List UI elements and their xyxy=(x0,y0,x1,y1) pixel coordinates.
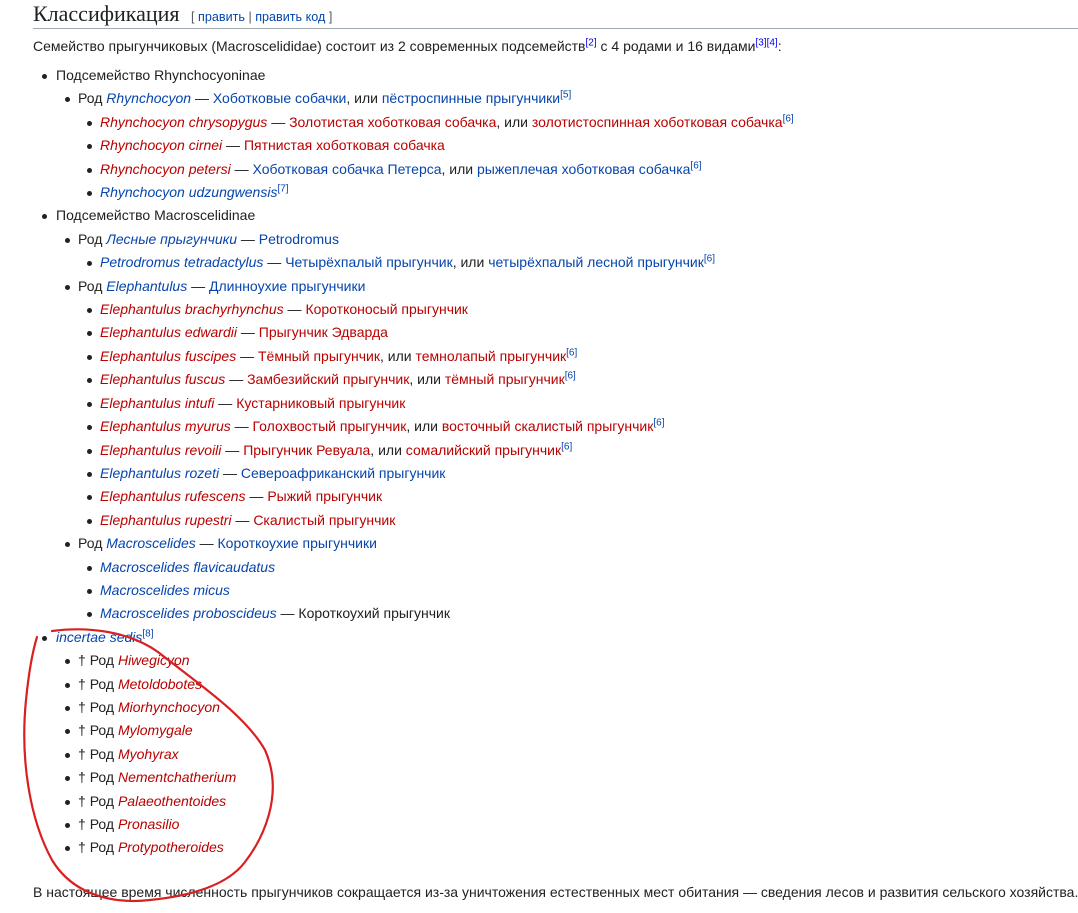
genus-common-name-link[interactable]: Длинноухие прыгунчики xyxy=(209,277,366,294)
species-common-name-link[interactable]: Кустарниковый прыгунчик xyxy=(236,394,406,411)
species-alt-name-link[interactable]: сомалийский прыгунчик xyxy=(405,441,562,458)
extinct-dagger: † xyxy=(78,745,90,762)
closing-paragraph: В настоящее время численность прыгунчиков сокращается из-за уничтожения естественных мест обитания — сведения лесов и развития сельского хозяйства. xyxy=(33,884,1078,900)
species-list xyxy=(78,298,1078,532)
fossil-genus-link[interactable]: Metoldobotes xyxy=(117,675,203,692)
reference-link[interactable]: [2] xyxy=(585,37,597,49)
reference-link[interactable]: [8] xyxy=(142,628,154,640)
fossil-genus-list xyxy=(56,649,1078,860)
species-common-name-link[interactable]: Хоботковая собачка Петерса xyxy=(252,160,442,177)
fossil-genus-link[interactable]: Miorhynchocyon xyxy=(117,698,220,715)
species-alt-name-link[interactable]: темнолапый прыгунчик xyxy=(415,347,567,364)
genus-prefix: Род xyxy=(89,722,118,739)
extinct-dagger: † xyxy=(78,769,90,786)
incertae-sedis-item xyxy=(33,626,1078,860)
species-item: Rhynchocyon petersi — Хоботковая собачка Петерса, или рыжеплечая хоботковая собачка[6] xyxy=(78,158,1078,181)
species-list xyxy=(78,251,1078,274)
fossil-genus-item xyxy=(56,696,1078,719)
reference-link[interactable]: [6] xyxy=(564,370,576,382)
species-link[interactable]: Rhynchocyon udzungwensis xyxy=(100,184,278,201)
extinct-dagger: † xyxy=(78,722,90,739)
genus-link[interactable]: Macroscelides xyxy=(106,535,196,552)
fossil-genus-link[interactable]: Protypotheroides xyxy=(117,839,224,856)
species-common-name-link[interactable]: Замбезийский прыгунчик xyxy=(247,371,410,388)
species-item xyxy=(78,181,1078,204)
intro-paragraph: Семейство прыгунчиковых (Macroscelididae) состоит из 2 современных подсемейств[2] с 4 родами и 16 видами[3][4]: xyxy=(33,37,782,54)
reference-link[interactable]: [6] xyxy=(566,347,578,359)
genus-list xyxy=(56,228,1078,626)
genus-prefix: Род xyxy=(89,816,118,832)
extinct-dagger: † xyxy=(78,839,90,856)
species-alt-name-link[interactable]: золотистоспинная хоботковая собачка xyxy=(531,113,783,130)
genus-link[interactable]: Elephantulus xyxy=(106,277,188,294)
fossil-genus-link[interactable]: Myohyrax xyxy=(117,745,179,762)
species-link[interactable]: Elephantulus fuscipes xyxy=(100,347,237,364)
subfamily-label: Подсемейство Macroscelidinae xyxy=(56,207,256,224)
species-item: Elephantulus rufescens — Рыжий прыгунчик xyxy=(78,485,1078,508)
species-link[interactable]: Macroscelides micus xyxy=(100,581,230,598)
species-common-name-link[interactable]: Коротконосый прыгунчик xyxy=(305,301,468,318)
extinct-dagger: † xyxy=(78,698,90,715)
species-item: Rhynchocyon cirnei — Пятнистая хоботковая собачка xyxy=(78,134,1078,157)
species-link[interactable]: Elephantulus fuscus xyxy=(100,371,226,388)
subfamily-item xyxy=(33,204,1078,625)
species-alt-name-link[interactable]: восточный скалистый прыгунчик xyxy=(441,418,654,435)
species-common-name-link[interactable]: Прыгунчик Эдварда xyxy=(258,324,388,341)
genus-prefix: Род xyxy=(89,698,118,715)
species-link[interactable]: Elephantulus myurus xyxy=(100,418,231,435)
fossil-genus-item xyxy=(56,719,1078,742)
genus-list xyxy=(56,87,1078,204)
incertae-sedis-link[interactable]: incertae sedis xyxy=(56,628,143,645)
species-link[interactable]: Elephantulus revoili xyxy=(100,441,222,458)
genus-item: Род Rhynchocyon — Хоботковые собачки, или пёстроспинные прыгунчики[5] Rhynchocyon chrysopygus — Золотистая хоботковая собачка, или золотистоспинная хоботковая собачка[6] Rhynchocyon cirnei — Пятнистая хоботковая собачка Rhynchocyon petersi — Хоботковая собачка Петерса, или рыжеплечая хоботковая собачка[6] Rhynchocyon udzungwensis[7] xyxy=(56,87,1078,204)
species-link[interactable]: Elephantulus edwardii xyxy=(100,324,237,341)
species-common-name-link[interactable]: Четырёхпалый прыгунчик xyxy=(285,254,453,271)
genus-prefix: Род xyxy=(89,652,118,669)
edit-section-links: [ править | править код ] xyxy=(191,10,333,24)
species-item: Elephantulus rupestri — Скалистый прыгунчик xyxy=(78,509,1078,532)
genus-item: Род Elephantulus — Длинноухие прыгунчики Elephantulus brachyrhynchus — Коротконосый прыгунчик Elephantulus edwardii — Прыгунчик Эдварда Elephantulus fuscipes — Тёмный прыгунчик, или темнолапый прыгунчик[6] Elephantulus fuscus — Замбезийский прыгунчик, или тёмный прыгунчик[6] Elephantulus intufi — Кустарниковый прыгунчик Elephantulus myurus — Голохвостый прыгунчик, или восточный скалистый прыгунчик[6] Elephantulus revoili — Прыгунчик Ревуала, или сомалийский прыгунчик[6] Elephantulus rozeti — Североафриканский прыгунчик Elephantulus rufescens — Рыжий прыгунчик Elephantulus rupestri — Скалистый прыгунчик xyxy=(56,275,1078,532)
genus-alt-name-link[interactable]: пёстроспинные прыгунчики xyxy=(381,90,561,107)
species-common-name-link[interactable]: Пятнистая хоботковая собачка xyxy=(243,137,445,154)
species-link[interactable]: Rhynchocyon petersi xyxy=(100,160,231,177)
species-item: Macroscelides proboscideus — Короткоухий прыгунчик xyxy=(78,602,1078,625)
species-item: Elephantulus edwardii — Прыгунчик Эдварда xyxy=(78,321,1078,344)
genus-prefix: Род xyxy=(78,90,107,107)
article-section xyxy=(33,0,1078,900)
fossil-genus-item xyxy=(56,766,1078,789)
reference-link[interactable]: [5] xyxy=(560,89,572,101)
fossil-genus-link[interactable]: Pronasilio xyxy=(117,816,180,832)
reference-link[interactable]: [3][4] xyxy=(755,37,778,49)
species-link[interactable]: Macroscelides flavicaudatus xyxy=(100,558,276,575)
subfamily-label: Подсемейство Rhynchocyoninae xyxy=(56,67,266,83)
extinct-dagger: † xyxy=(78,792,90,809)
section-title: Классификация xyxy=(33,1,180,26)
edit-link[interactable]: править xyxy=(198,10,245,24)
extinct-dagger: † xyxy=(78,675,90,692)
fossil-genus-item xyxy=(56,649,1078,672)
genus-prefix: Род xyxy=(89,675,118,692)
species-link[interactable]: Elephantulus rufescens xyxy=(100,488,246,505)
species-item xyxy=(78,579,1078,602)
fossil-genus-link[interactable]: Nementchatherium xyxy=(117,769,237,786)
species-common-name-link[interactable]: Рыжий прыгунчик xyxy=(267,488,383,505)
taxonomy-list xyxy=(33,64,1078,860)
species-item: Rhynchocyon chrysopygus — Золотистая хоботковая собачка, или золотистоспинная хоботковая собачка[6] xyxy=(78,111,1078,134)
genus-prefix: Род xyxy=(78,277,107,294)
species-item: Elephantulus rozeti — Североафриканский прыгунчик xyxy=(78,462,1078,485)
species-link[interactable]: Petrodromus tetradactylus xyxy=(100,254,264,271)
reference-link[interactable]: [6] xyxy=(561,440,573,452)
species-alt-name-link[interactable]: четырёхпалый лесной прыгунчик xyxy=(488,254,704,271)
fossil-genus-item xyxy=(56,813,1078,836)
genus-common-name-link[interactable]: Хоботковые собачки xyxy=(212,90,347,107)
species-link[interactable]: Elephantulus rupestri xyxy=(100,511,232,528)
genus-common-name-link[interactable]: Petrodromus xyxy=(258,230,339,247)
genus-prefix: Род xyxy=(89,792,118,809)
species-item: Elephantulus brachyrhynchus — Коротконосый прыгунчик xyxy=(78,298,1078,321)
fossil-genus-link[interactable]: Mylomygale xyxy=(117,722,193,739)
reference-link[interactable]: [6] xyxy=(690,159,702,171)
genus-link[interactable]: Rhynchocyon xyxy=(106,90,192,107)
species-item: Elephantulus fuscipes — Тёмный прыгунчик, или темнолапый прыгунчик[6] xyxy=(78,345,1078,368)
edit-code-link[interactable]: править код xyxy=(255,10,326,24)
species-common-name-link[interactable]: Голохвостый прыгунчик xyxy=(252,418,407,435)
species-common-name-link[interactable]: Скалистый прыгунчик xyxy=(253,511,396,528)
species-common-name-link[interactable]: Североафриканский прыгунчик xyxy=(240,464,446,481)
fossil-genus-item xyxy=(56,743,1078,766)
species-alt-name-link[interactable]: тёмный прыгунчик xyxy=(444,371,565,388)
extinct-dagger: † xyxy=(78,816,90,832)
genus-common-name-link[interactable]: Короткоухие прыгунчики xyxy=(217,535,377,552)
species-link[interactable]: Macroscelides proboscideus xyxy=(100,605,277,622)
genus-prefix: Род xyxy=(89,769,118,786)
fossil-genus-link[interactable]: Palaeothentoides xyxy=(117,792,227,809)
reference-link[interactable]: [6] xyxy=(782,113,794,125)
species-alt-name-link[interactable]: рыжеплечая хоботковая собачка xyxy=(477,160,691,177)
reference-link[interactable]: [6] xyxy=(653,417,665,429)
reference-link[interactable]: [6] xyxy=(703,253,715,265)
species-common-name-link[interactable]: Прыгунчик Ревуала xyxy=(243,441,371,458)
species-link[interactable]: Elephantulus rozeti xyxy=(100,464,220,481)
species-link[interactable]: Rhynchocyon chrysopygus xyxy=(100,113,268,130)
genus-item: Род Macroscelides — Короткоухие прыгунчики Macroscelides flavicaudatus Macroscelides micus Macroscelides proboscideus — Короткоухий прыгунчик xyxy=(56,532,1078,626)
genus-prefix: Род xyxy=(89,745,118,762)
reference-link[interactable]: [7] xyxy=(277,183,289,195)
fossil-genus-link[interactable]: Hiwegicyon xyxy=(117,652,190,669)
species-common-name-link[interactable]: Золотистая хоботковая собачка xyxy=(289,113,497,130)
genus-item: Род Лесные прыгунчики — Petrodromus Petrodromus tetradactylus — Четырёхпалый прыгунчик, или четырёхпалый лесной прыгунчик[6] xyxy=(56,228,1078,275)
species-item: Elephantulus revoili — Прыгунчик Ревуала, или сомалийский прыгунчик[6] xyxy=(78,439,1078,462)
species-item: Elephantulus fuscus — Замбезийский прыгунчик, или тёмный прыгунчик[6] xyxy=(78,368,1078,391)
species-list xyxy=(78,556,1078,626)
subfamily-item xyxy=(33,64,1078,204)
species-link[interactable]: Elephantulus brachyrhynchus xyxy=(100,301,284,318)
fossil-genus-item xyxy=(56,836,1078,859)
genus-prefix: Род xyxy=(78,230,107,247)
species-list xyxy=(78,111,1078,205)
species-item: Elephantulus myurus — Голохвостый прыгунчик, или восточный скалистый прыгунчик[6] xyxy=(78,415,1078,438)
species-common-name-link[interactable]: Тёмный прыгунчик xyxy=(257,347,380,364)
genus-prefix: Род xyxy=(78,535,107,552)
fossil-genus-item xyxy=(56,790,1078,813)
species-item xyxy=(78,556,1078,579)
section-heading xyxy=(33,0,1078,29)
species-common-name-link[interactable]: Короткоухий прыгунчик xyxy=(298,605,450,622)
species-item: Petrodromus tetradactylus — Четырёхпалый прыгунчик, или четырёхпалый лесной прыгунчик[6] xyxy=(78,251,1078,274)
extinct-dagger: † xyxy=(78,652,90,669)
genus-link[interactable]: Лесные прыгунчики xyxy=(106,230,238,247)
species-link[interactable]: Rhynchocyon cirnei xyxy=(100,137,223,154)
species-item: Elephantulus intufi — Кустарниковый прыгунчик xyxy=(78,392,1078,415)
genus-prefix: Род xyxy=(89,839,118,856)
fossil-genus-item xyxy=(56,673,1078,696)
species-link[interactable]: Elephantulus intufi xyxy=(100,394,215,411)
